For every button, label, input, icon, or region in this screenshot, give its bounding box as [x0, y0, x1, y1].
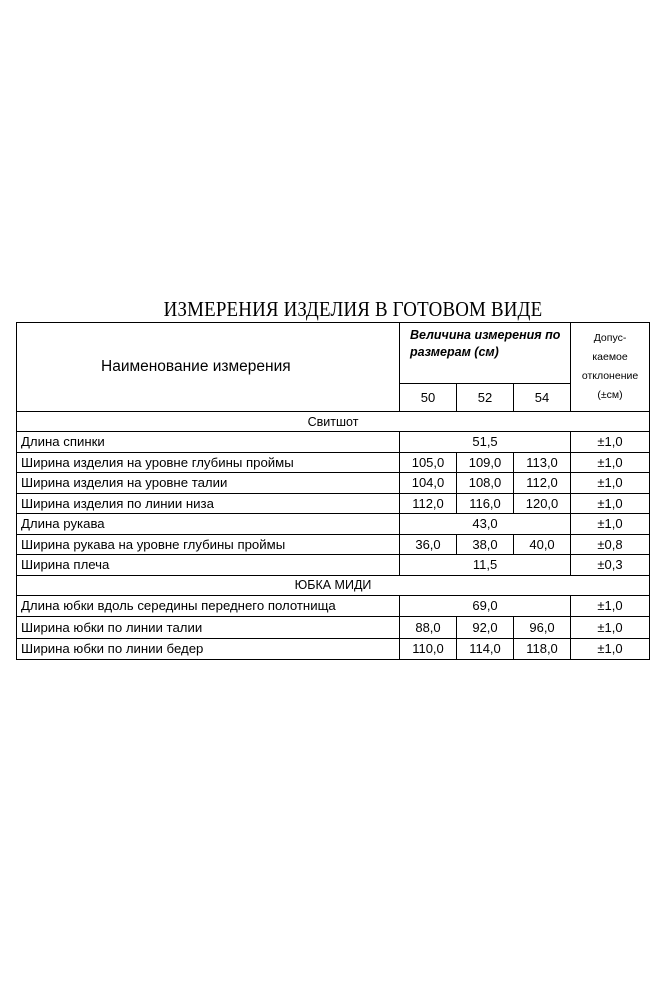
tolerance-value: ±1,0 — [571, 493, 650, 514]
measurement-name: Ширина юбки по линии талии — [17, 617, 400, 639]
table-row — [17, 473, 650, 494]
tolerance-value: ±1,0 — [571, 595, 650, 617]
measurement-name: Ширина изделия по линии низа — [17, 493, 400, 514]
measurement-value: 113,0 — [514, 452, 571, 473]
tolerance-value: ±1,0 — [571, 514, 650, 535]
size-52: 52 — [457, 384, 514, 412]
header-row — [17, 323, 650, 384]
table-row — [17, 555, 650, 576]
measurement-value: 105,0 — [400, 452, 457, 473]
table-row — [17, 493, 650, 514]
measurement-value: 38,0 — [457, 534, 514, 555]
measurement-value: 92,0 — [457, 617, 514, 639]
header-tolerance — [571, 323, 650, 412]
measurement-value: 120,0 — [514, 493, 571, 514]
measurement-value-all-sizes: 43,0 — [400, 514, 571, 535]
table-row — [17, 595, 650, 617]
measurement-name: Ширина изделия на уровне талии — [17, 473, 400, 494]
tolerance-value: ±0,8 — [571, 534, 650, 555]
page-title: ИЗМЕРЕНИЯ ИЗДЕЛИЯ В ГОТОВОМ ВИДЕ — [163, 297, 543, 321]
measurement-value: 116,0 — [457, 493, 514, 514]
table-row — [17, 452, 650, 473]
measurement-name: Длина рукава — [17, 514, 400, 535]
measurement-value: 118,0 — [514, 638, 571, 660]
table-row — [17, 514, 650, 535]
size-50: 50 — [400, 384, 457, 412]
measurement-name: Ширина изделия на уровне глубины проймы — [17, 452, 400, 473]
measurement-value: 110,0 — [400, 638, 457, 660]
measurement-value: 108,0 — [457, 473, 514, 494]
section-row — [17, 412, 650, 432]
section-title: ЮБКА МИДИ — [17, 575, 650, 595]
measurement-name: Ширина юбки по линии бедер — [17, 638, 400, 660]
table-row — [17, 638, 650, 660]
measurements-table — [16, 322, 650, 660]
measurement-name: Длина спинки — [17, 432, 400, 453]
tolerance-line: Допус- — [593, 332, 627, 344]
size-54: 54 — [514, 384, 571, 412]
table-row — [17, 432, 650, 453]
measurement-name: Ширина рукава на уровне глубины проймы — [17, 534, 400, 555]
measurement-value-all-sizes: 69,0 — [400, 595, 571, 617]
tolerance-line: (±см) — [597, 389, 623, 401]
header-name-cell: Наименование измерения — [17, 323, 400, 412]
section-row — [17, 575, 650, 595]
section-title: Свитшот — [17, 412, 650, 432]
tolerance-value: ±0,3 — [571, 555, 650, 576]
measurement-value: 104,0 — [400, 473, 457, 494]
table-row — [17, 617, 650, 639]
measurement-name: Ширина плеча — [17, 555, 400, 576]
header-size-group: Величина измерения по размерам (см) — [400, 323, 571, 384]
tolerance-line: отклонение — [581, 370, 639, 382]
tolerance-value: ±1,0 — [571, 473, 650, 494]
tolerance-value: ±1,0 — [571, 432, 650, 453]
measurement-value: 114,0 — [457, 638, 514, 660]
table-row — [17, 534, 650, 555]
measurement-value: 36,0 — [400, 534, 457, 555]
tolerance-value: ±1,0 — [571, 452, 650, 473]
measurement-value: 109,0 — [457, 452, 514, 473]
measurement-value-all-sizes: 11,5 — [400, 555, 571, 576]
measurement-value: 88,0 — [400, 617, 457, 639]
measurement-value: 112,0 — [514, 473, 571, 494]
measurement-value-all-sizes: 51,5 — [400, 432, 571, 453]
measurement-name: Длина юбки вдоль середины переднего полотнища — [17, 595, 400, 617]
tolerance-value: ±1,0 — [571, 638, 650, 660]
measurement-value: 96,0 — [514, 617, 571, 639]
measurement-value: 112,0 — [400, 493, 457, 514]
measurement-value: 40,0 — [514, 534, 571, 555]
tolerance-value: ±1,0 — [571, 617, 650, 639]
tolerance-line: каемое — [592, 351, 628, 363]
